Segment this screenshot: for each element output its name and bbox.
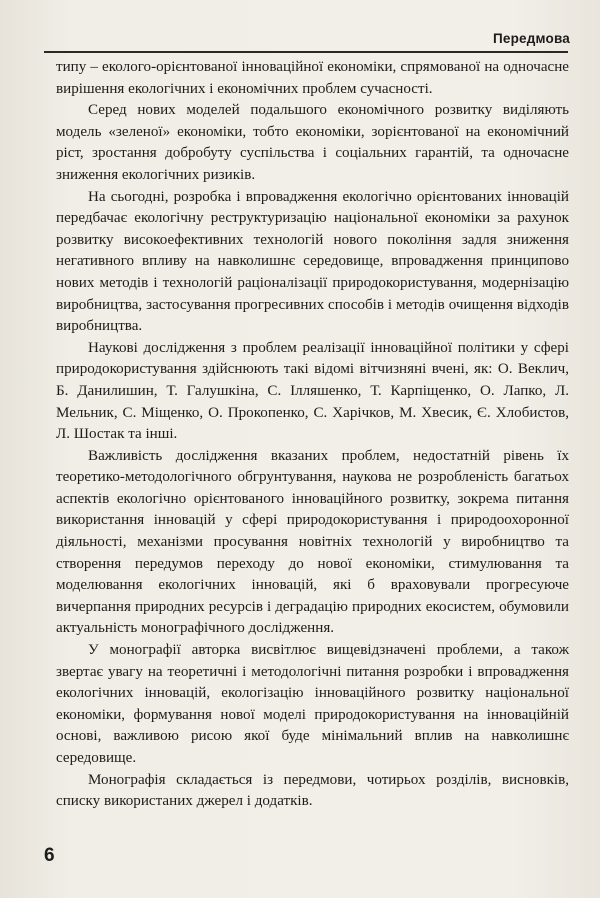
paragraph-monograph-scope: У монографії авторка висвітлює вищевідзначені проблеми, а також звертає увагу на теоретичні і методологічні питання розробки і впровадження екологічних інновацій, екологізацію інноваційного розвитку національної економіки, формування нової моделі природокористування на інноваційній основі, важливою рисою якої буде мінімальний вплив на навколишнє середовище. (56, 642, 569, 766)
paragraph-continuation: типу – еколого-орієнтованої інноваційної економіки, спрямованої на одночасне вирішення екологічних і економічних проблем сучасності. (56, 59, 569, 97)
paragraph-researchers: Наукові дослідження з проблем реалізації інноваційної політики у сфері природокористування здійснюють такі відомі вітчизняні вчені, як: О. Веклич, Б. Данилишин, Т. Галушкіна, С. Ілляшенко, Т. Карпіщенко, О. Лапко, Л. Мельник, С. Міщенко, О. Прокопенко, С. Харічков, М. Хвесик, Є. Хлобистов, Л. Шостак та інші. (56, 339, 569, 443)
running-header: Передмова (492, 31, 570, 46)
paragraph-structure: Монографія складається із передмови, чотирьох розділів, висновків, списку використаних джерел і додатків. (56, 771, 569, 810)
paragraph-eco-innovations: На сьогодні, розробка і впровадження екологічно орієнтованих інновацій передбачає екологічну реструктуризацію національної економіки за рахунок розвитку високоефективних технологій нового покоління задля зниження негативного впливу на навколишнє середовище, впровадження принципово нових методів і технологій раціоналізації природокористування, модернізацію виробництва, застосування прогресивних способів і методів очищення відходів виробництва. (56, 188, 569, 335)
main-text (56, 57, 569, 813)
header-divider (44, 51, 568, 53)
paragraph-relevance: Важливість дослідження вказаних проблем, недостатній рівень їх теоретико-методологічного обгрунтування, наукова не розробленість багатьох аспектів екологічно орієнтованого інноваційного розвитку, зокрема питання використання інновацій у сфері природокористування і природоохоронної діяльності, механізми просування новітніх технологій у виробництво та створення передумов переходу до нової економіки, стимулювання та моделювання екологічних інновацій, які б враховували прогресуюче вичерпання природних ресурсів і деградацію природних екосистем, обумовили актуальність монографічного дослідження. (56, 447, 569, 637)
page-number: 6 (44, 845, 55, 866)
paragraph-green-economy: Серед нових моделей подальшого економічного розвитку виділяють модель «зеленої» економіки, тобто економіки, зорієнтованої на економічний ріст, зростання добробуту суспільства і соціальних гарантій, та одночасне зниження екологічних ризиків. (56, 102, 569, 183)
